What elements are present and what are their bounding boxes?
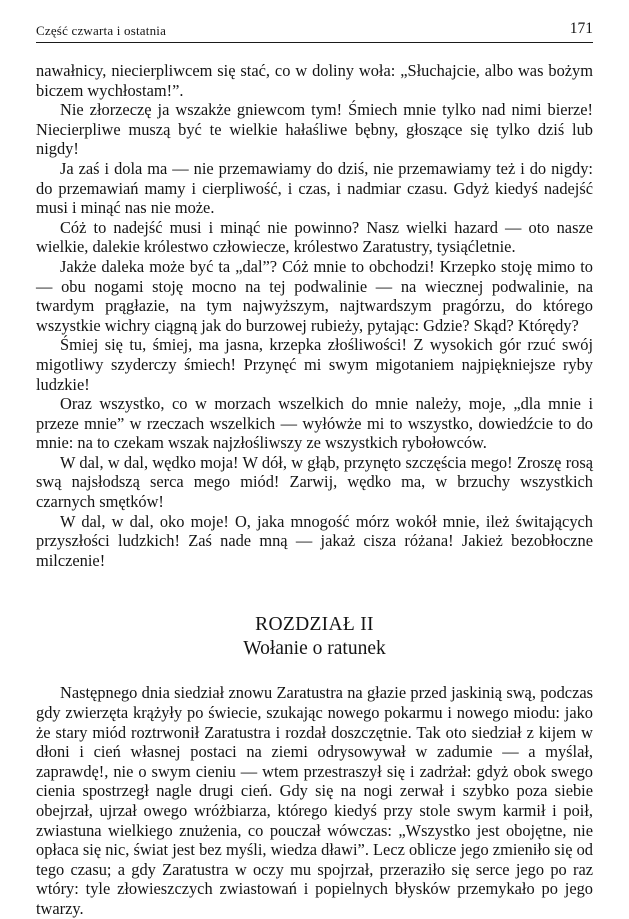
paragraph: Następnego dnia siedział znowu Zaratustra na głazie przed jaskinią swą, podczas gdy zwierzęta krążyły po świecie, szukając nowego pokarmu i nowego miodu: jako że stary miód roztrwonił Zaratustra i rozdał doszczętnie. Tak oto siedział z kijem w dłoni i cień własnej postaci na ziemi odrysowywał w zadumie — a myślał, zaprawdę!, nie o swym cieniu — wtem przestraszył się i zadrżał: gdyż obok swego cienia spostrzegł nagle drugi cień. Gdy się na nogi zerwał i szybko poza siebie obejrzał, ujrzał owego wróżbiarza, którego kiedyś przy stole swym karmił i poił, zwiastuna wielkiego znużenia, co pouczał wówczas: „Wszystko jest obojętne, nie opłaca się nic, świat jest bez myśli, wiedza dławi”. Lecz oblicze jego zmieniło się od tego czasu; a gdy Zaratustra w oczy mu spojrzał, przeraziło się serce jego po raz wtóry: tyle złowieszczych zwiastowań i popielnych błysków przemykało po jego twarzy. [36, 683, 593, 918]
running-title: Część czwarta i ostatnia [36, 23, 167, 38]
paragraph: Śmiej się tu, śmiej, ma jasna, krzepka złośliwości! Z wysokich gór rzuć swój migotliwy szyderczy śmiech! Przynęć mi swym migotaniem najpiękniejsze ryby ludzkie! [36, 335, 593, 394]
chapter-body [36, 683, 593, 918]
paragraph: W dal, w dal, oko moje! O, jaka mnogość mórz wokół mnie, ileż świtających przyszłości ludzkich! Zaś nade mną — jakaż cisza różana! Jakież bezobłoczne milczenie! [36, 511, 593, 570]
paragraph: Ja zaś i dola ma — nie przemawiamy do dziś, nie przemawiamy też i do nigdy: do przemawiań mamy i cierpliwość, i czas, i nadmiar czasu. Gdyż kiedyś nadejść musi i minąć nas nie może. [36, 158, 593, 218]
paragraph: Nie złorzeczę ja wszakże gniewcom tym! Śmiech mnie tylko nad nimi bierze! Niecierpliwe muszą być te wielkie hałaśliwe bębny, głoszące się tylko dziś lub nigdy! [36, 100, 593, 159]
running-header [36, 20, 593, 43]
page-number: 171 [569, 20, 593, 37]
body-text [36, 61, 593, 919]
chapter-title: Wołanie o ratunek [243, 638, 386, 660]
paragraph: Jakże daleka może być ta „dal”? Cóż mnie to obchodzi! Krzepko stoję mimo to — obu nogami stoję mocno na tej podwalinie — na wiecznej podwalinie, na twardym prągłazie, na tym najwyższym, najtwardszym pragórzu, do którego wszystkie wichry ciągną jak do burzowej rubieży, pytając: Gdzie? Skąd? Którędy? [36, 256, 593, 335]
paragraph: Cóż to nadejść musi i minąć nie powinno? Nasz wielki hazard — oto nasze wielkie, dalekie królestwo człowiecze, królestwo Zaratustry, tysiąćletnie. [36, 217, 593, 257]
paragraph: Oraz wszystko, co w morzach wszelkich do mnie należy, moje, „dla mnie i przeze mnie” w rzeczach wszelkich — wyłówże mi to wszystko, dowiedźcie to do mnie: na to czekam wszak najzłośliwszy ze wszystkich rybołowców. [36, 394, 593, 453]
paragraph: W dal, w dal, wędko moja! W dół, w głąb, przynęto szczęścia mego! Zroszę rosą swą najsłodszą serca mego miód! Zarwij, wędko ma, w brzuchy wszystkich czarnych smętków! [36, 452, 593, 512]
paragraph: nawałnicy, niecierpliwcem się stać, co w doliny woła: „Słuchajcie, albo was bożym biczem wychłostam!”. [36, 61, 593, 100]
chapter-number: ROZDZIAŁ II [255, 614, 374, 636]
chapter-heading [36, 613, 593, 661]
